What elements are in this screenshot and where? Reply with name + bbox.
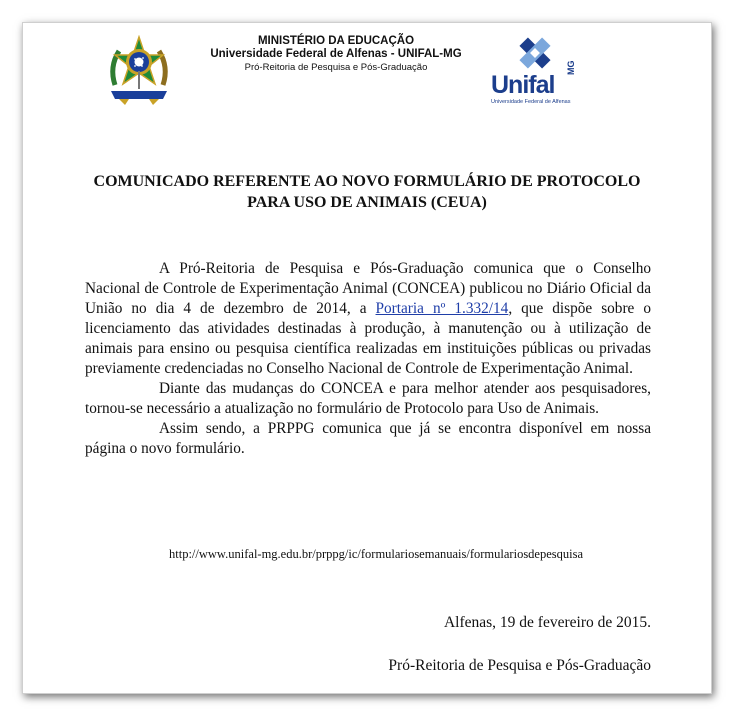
institution-header bbox=[209, 35, 463, 74]
portaria-link[interactable]: Portaria nº 1.332/14 bbox=[375, 300, 509, 317]
title-line-2: PARA USO DE ANIMAIS (CEUA) bbox=[247, 194, 487, 211]
place-date: Alfenas, 19 de fevereiro de 2015. bbox=[443, 614, 651, 631]
forms-url: http://www.unifal-mg.edu.br/prppg/ic/formulariosemanuais/formulariosdepesquisa bbox=[169, 547, 584, 561]
signature: Pró-Reitoria de Pesquisa e Pós-Graduação bbox=[388, 657, 651, 674]
paragraph-1-text-b: , que dispõe sobre o licenciamento das atividades destinadas à produção, à manutenção ou à utilização de animais para ensino ou pesquisa científica realizadas em instituições públicas ou privadas previamente credenciadas no Conselho Nacional de Controle de Experimentação Animal. bbox=[85, 300, 652, 377]
office-name: Pró-Reitoria de Pesquisa e Pós-Graduação bbox=[244, 62, 428, 73]
paragraph-2: Diante das mudanças do CONCEA e para melhor atender aos pesquisadores, tornou-se necessário a atualização no formulário de Protocolo para Uso de Animais. bbox=[85, 380, 651, 417]
unifal-wordmark: Unifal bbox=[491, 71, 555, 99]
unifal-logo bbox=[487, 33, 587, 115]
unifal-state: MG bbox=[566, 60, 576, 75]
document-title bbox=[73, 171, 661, 213]
paragraph-3: Assim sendo, a PRPPG comunica que já se encontra disponível em nossa página o novo formulário. bbox=[85, 420, 651, 457]
document-page bbox=[22, 22, 712, 694]
document-body bbox=[85, 259, 651, 459]
unifal-subtitle: Universidade Federal de Alfenas bbox=[491, 99, 571, 105]
unifal-logo-icon bbox=[515, 33, 555, 73]
paragraph-1-text-a: A Pró-Reitoria de Pesquisa e Pós-Graduação comunica que o Conselho Nacional de Controle de Experimentação Animal (CONCEA) publicou no Diário Oficial da União no dia 4 de dezembro de 2014, a bbox=[85, 260, 651, 317]
paragraph-1 bbox=[85, 259, 651, 379]
university-name: Universidade Federal de Alfenas - UNIFAL-MG bbox=[210, 48, 462, 60]
title-line-1: COMUNICADO REFERENTE AO NOVO FORMULÁRIO DE PROTOCOLO bbox=[93, 173, 641, 190]
ministry-name: MINISTÉRIO DA EDUCAÇÃO bbox=[257, 35, 415, 47]
brazil-coat-of-arms-icon bbox=[105, 35, 173, 107]
